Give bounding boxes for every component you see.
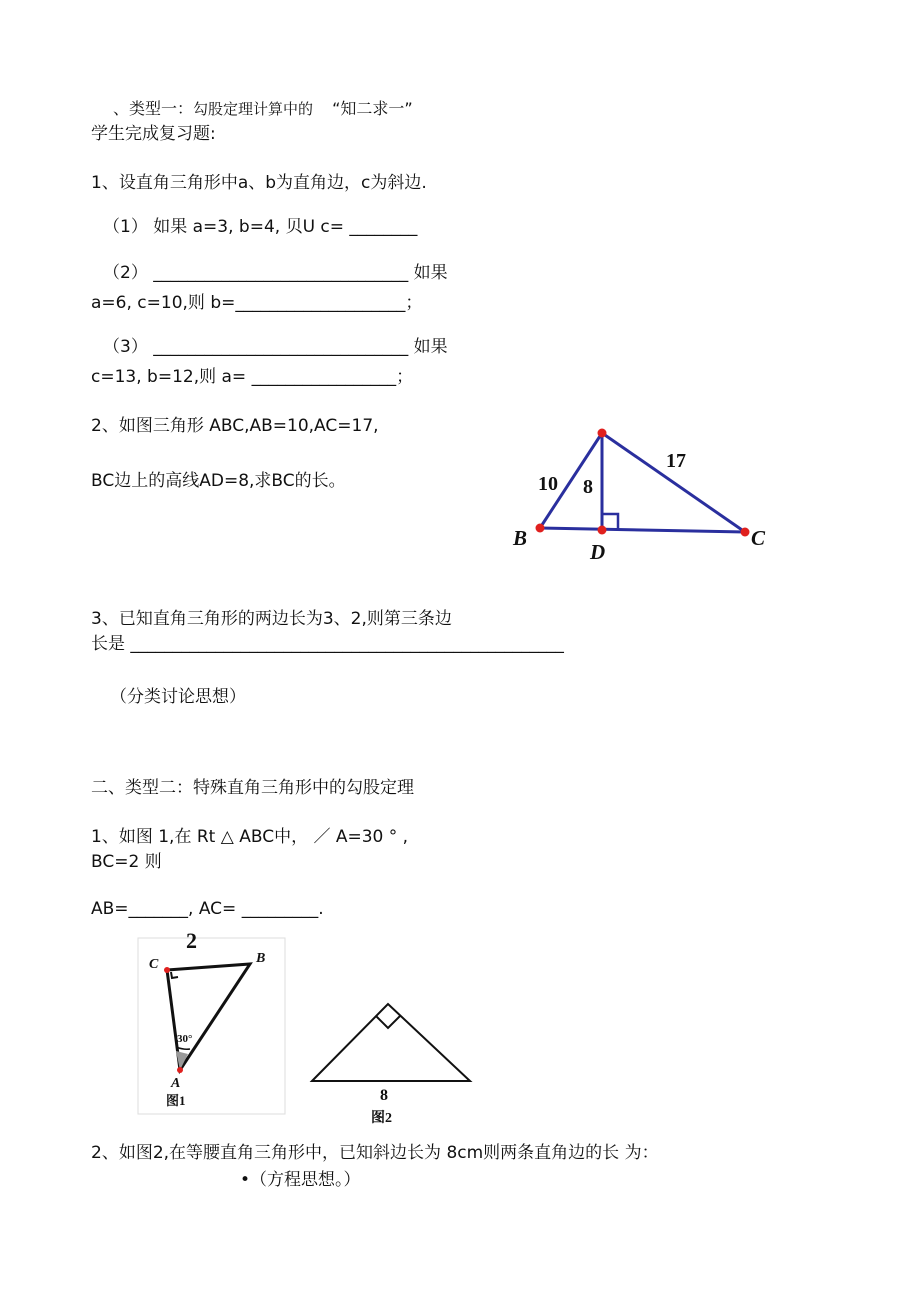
- s2-q1-line2: BC=2 则: [91, 852, 162, 872]
- section1-heading: [113, 98, 413, 120]
- s2-q2-line2: •（方程思想。）: [240, 1170, 361, 1190]
- q1-part1: （1） 如果 a=3, b=4, 贝U c= ________: [103, 217, 418, 237]
- s2-q2-line1: 2、如图2,在等腰直角三角形中，已知斜边长为 8cm则两条直角边的长 为：: [91, 1143, 659, 1163]
- section1-heading-main: 勾股定理计算中的: [193, 100, 314, 118]
- figure-2-right-angle: [376, 1016, 400, 1028]
- q3-hint: （分类讨论思想）: [110, 687, 246, 707]
- q2-line1: 2、如图三角形 ABC,AB=10,AC=17,: [91, 416, 379, 436]
- q2-line2: BC边上的高线AD=8,求BC的长。: [91, 471, 346, 491]
- vertex-d-label: D: [590, 540, 606, 564]
- q1-part3-line2: c=13, b=12,则 a= _________________；: [91, 367, 414, 387]
- q3-line2: 长是 ___________________________________________________: [91, 634, 564, 654]
- point-d: [598, 526, 607, 535]
- side-ac: [602, 433, 745, 532]
- q3-line1: 3、已知直角三角形的两边长为3、2,则第三条边: [91, 609, 452, 629]
- point-b: [536, 524, 545, 533]
- figure-1: [136, 930, 288, 1116]
- figure-1-angle-label: 30°: [177, 1033, 193, 1045]
- vertex-c-label: C: [751, 526, 766, 550]
- section1-heading-prefix: 、类型一：: [113, 99, 194, 118]
- label-ad: 8: [583, 476, 593, 498]
- label-ac: 17: [666, 450, 686, 472]
- section2-heading: 二、类型二：特殊直角三角形中的勾股定理: [91, 778, 414, 798]
- q1-part2-line2: a=6, c=10,则 b=____________________；: [91, 293, 423, 313]
- triangle-abc-lines: [540, 433, 745, 532]
- triangle-abc-figure: [505, 420, 785, 570]
- s2-q1-line1: 1、如图 1,在 Rt △ ABC中， ／ A=30 ° ,: [91, 827, 409, 847]
- side-bc: [540, 528, 745, 532]
- figure-1-point-c: [164, 967, 170, 973]
- figure-2-base-label: 8: [380, 1087, 388, 1104]
- figure-2-triangle: [312, 1004, 470, 1081]
- vertex-b-label: B: [513, 526, 528, 550]
- figure-1-vertex-b: B: [256, 951, 266, 966]
- q1-stem: 1、设直角三角形中a、b为直角边，c为斜边.: [91, 173, 427, 193]
- point-a: [598, 429, 607, 438]
- section1-subheading: 学生完成复习题:: [91, 124, 216, 144]
- s2-q1-line3: AB=_______, AC= _________.: [91, 899, 324, 919]
- figure-1-point-a: [177, 1067, 183, 1073]
- section1-heading-quote: “知二求一”: [332, 99, 413, 118]
- figure-2-caption: 图2: [371, 1111, 392, 1126]
- point-c: [741, 528, 750, 537]
- figure-1-vertex-a: A: [171, 1076, 181, 1091]
- figure-1-vertex-c: C: [149, 957, 159, 972]
- q1-part3-line1: （3） ______________________________ 如果: [103, 337, 448, 357]
- figure-1-caption: 图1: [166, 1093, 186, 1108]
- figure-1-top-label: 2: [186, 930, 197, 953]
- figure-2: [300, 995, 480, 1130]
- label-ab: 10: [538, 473, 558, 495]
- q1-part2-line1: （2） ______________________________ 如果: [103, 263, 448, 283]
